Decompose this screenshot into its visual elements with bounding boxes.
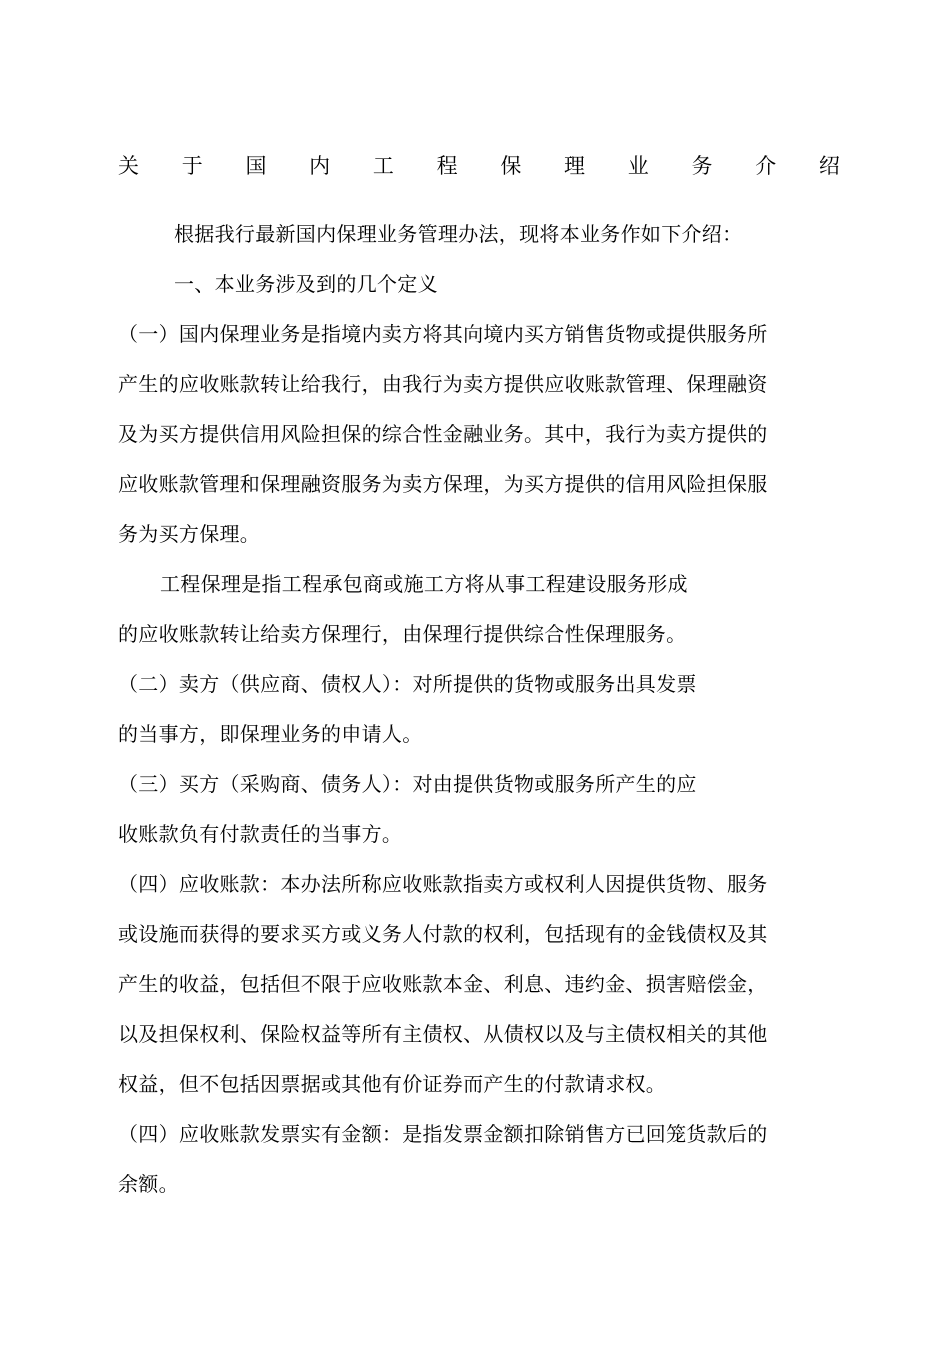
- paragraph-line: 权益，但不包括因票据或其他有价证券而产生的付款请求权。: [118, 1072, 667, 1096]
- title-char: 绍: [818, 154, 840, 178]
- title-char: 工: [372, 154, 394, 178]
- paragraph-line: （三）买方（采购商、债务人）：对由提供货物或服务所产生的应: [118, 772, 697, 796]
- paragraph-line: （四）应收账款：本办法所称应收账款指卖方或权利人因提供货物、服务: [118, 872, 768, 896]
- title-char: 理: [564, 154, 586, 178]
- title-char: 业: [627, 154, 649, 178]
- section-heading: 一、本业务涉及到的几个定义: [174, 272, 438, 296]
- paragraph-line: 的当事方，即保理业务的申请人。: [118, 722, 423, 746]
- title-char: 国: [245, 154, 267, 178]
- paragraph-line: 及为买方提供信用风险担保的综合性金融业务。其中，我行为卖方提供的: [118, 422, 768, 446]
- paragraph-line: 收账款负有付款责任的当事方。: [118, 822, 403, 846]
- paragraph-line: 应收账款管理和保理融资服务为卖方保理，为买方提供的信用风险担保服: [118, 472, 768, 496]
- paragraph-line: 务为买方保理。: [118, 522, 261, 546]
- title-char: 程: [436, 154, 458, 178]
- paragraph-line: 余额。: [118, 1172, 179, 1196]
- paragraph-line: 或设施而获得的要求买方或义务人付款的权利，包括现有的金钱债权及其: [118, 922, 768, 946]
- paragraph-line: （四）应收账款发票实有金额：是指发票金额扣除销售方已回笼货款后的: [118, 1122, 768, 1146]
- paragraph-line: 产生的应收账款转让给我行，由我行为卖方提供应收账款管理、保理融资: [118, 372, 768, 396]
- paragraph-line: 的应收账款转让给卖方保理行，由保理行提供综合性保理服务。: [118, 622, 687, 646]
- paragraph-line: 以及担保权利、保险权益等所有主债权、从债权以及与主债权相关的其他: [118, 1022, 768, 1046]
- paragraph-line: 产生的收益，包括但不限于应收账款本金、利息、违约金、损害赔偿金，: [118, 972, 768, 996]
- title-char: 关: [118, 154, 139, 178]
- paragraph-line: （一）国内保理业务是指境内卖方将其向境内买方销售货物或提供服务所: [118, 322, 768, 346]
- document-title: [118, 150, 840, 180]
- title-char: 保: [500, 154, 522, 178]
- title-char: 内: [309, 154, 331, 178]
- intro-paragraph: 根据我行最新国内保理业务管理办法，现将本业务作如下介绍：: [174, 222, 743, 246]
- title-char: 务: [691, 154, 713, 178]
- title-char: 介: [755, 154, 777, 178]
- paragraph-line: （二）卖方（供应商、债权人）：对所提供的货物或服务出具发票: [118, 672, 697, 696]
- paragraph-line: 工程保理是指工程承包商或施工方将从事工程建设服务形成: [160, 572, 688, 596]
- title-char: 于: [181, 154, 203, 178]
